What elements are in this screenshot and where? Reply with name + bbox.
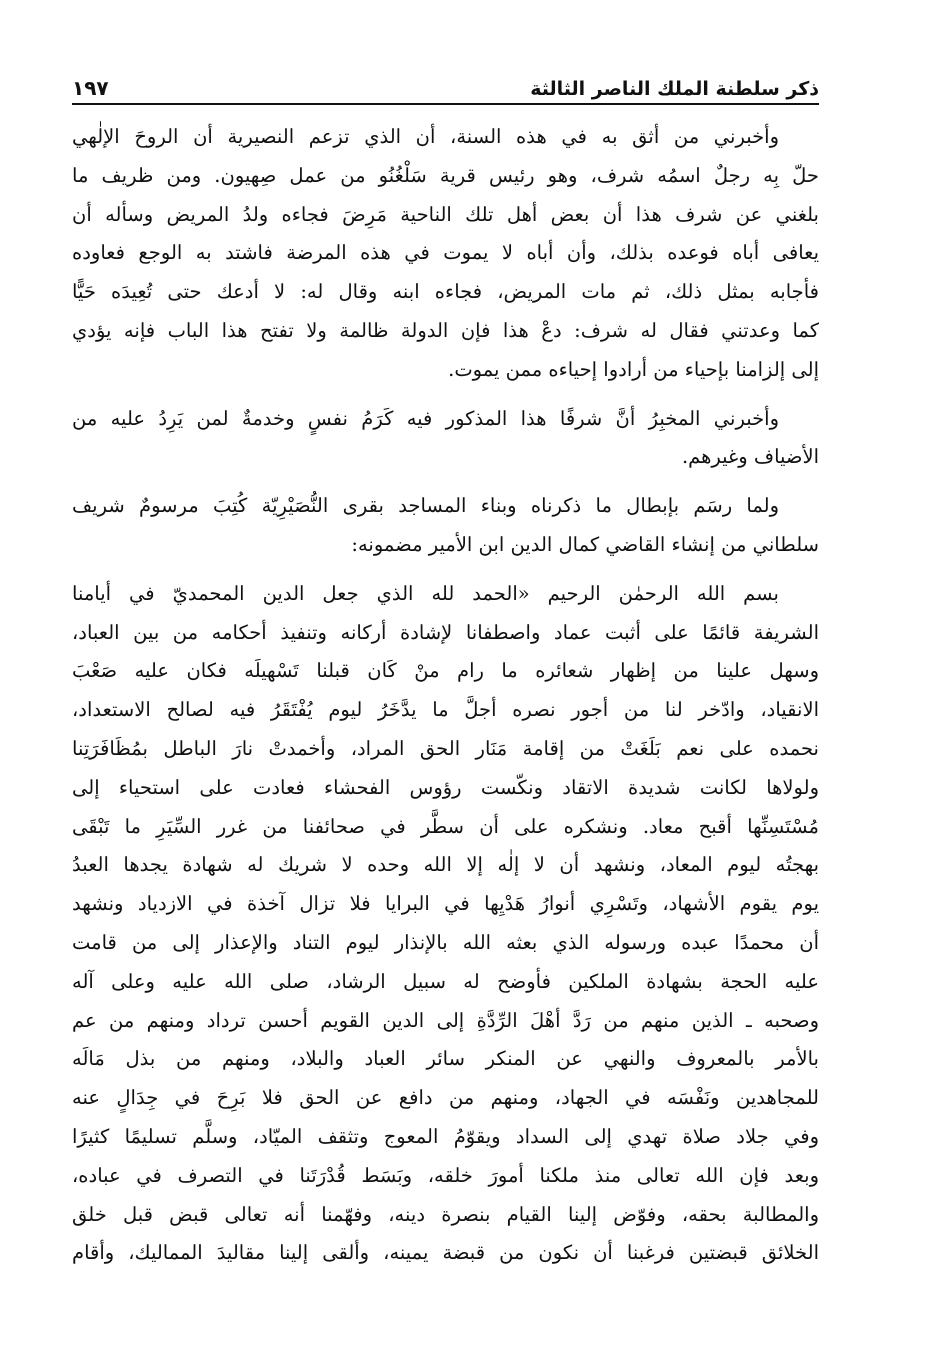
text-line: والمطالبة بحقه، وفوّض إلينا القيام بنصرة دينه، وفهّمنا أنه تعالى قبض قبل خلق (72, 1202, 819, 1226)
text-line: وصحبه ـ الذين منهم من رَدَّ أهْلَ الرِّدَّةِ إلى الدين القويم أحسن ترداد ومنهم من عم (72, 1008, 819, 1032)
text-line: كما وعدتني فقال له شرف: دعْ هذا فإن الدولة ظالمة ولا تفتح هذا الباب فإنه يؤدي (72, 318, 819, 342)
text-line: حلّ بِه رجلٌ اسمُه شرف، وهو رئيس قرية سَلْغُنُو من عمل صِهيون. ومن ظريف ما (72, 163, 819, 187)
text-line: وأخبرني من أثق به في هذه السنة، أن الذي تزعم النصيرية أن الروحَ الإلٰهي (72, 125, 779, 148)
text-line: يوم يقوم الأشهاد، وتَسْرِي أنوارُ هَدْيِها في البرايا فلا تزال آخذة في الازدياد ونشهد (72, 892, 819, 916)
text-line: وسهل علينا من إظهار شعائره ما رام منْ كَان قبلنا تَسْهيلَه فكان عليه صَعْبَ (72, 659, 819, 683)
text-line: إلى إلزامنا بإحياء من أرادوا إحياءه ممن يموت. (448, 357, 819, 381)
page-header (72, 64, 819, 100)
text-line: وبعد فإن الله تعالى منذ ملكنا أمورَ خلقه، وبَسَط قُدْرَتَنا في التصرف في عباده، (72, 1163, 819, 1187)
header-rule (72, 103, 819, 105)
text-line: بسم الله الرحمٰن الرحيم «الحمد لله الذي جعل الدين المحمديّ في أيامنا (72, 581, 779, 605)
text-line: بهجتُه ليوم المعاد، ونشهد أن لا إلٰه إلا الله وحده لا شريك له شهادة يجدها العبدُ (72, 853, 819, 877)
text-line: الخلائق قبضتين فرغبنا أن نكون من قبضة يمينه، وألقى إلينا مقاليدَ المماليك، وأقام (72, 1241, 819, 1265)
paragraph-decree-intro (72, 487, 819, 565)
text-line: يعافى أباه فوعده بذلك، وأن أباه لا يموت في هذه المرضة فاشتد به الوجع فعاوده (72, 241, 819, 265)
paragraph-nusayri-claim (72, 118, 819, 390)
text-line: نحمده على نعم بَلَغَتْ من إقامة مَنَار الحق المراد، وأخمدتْ نارَ الباطل بمُظَافَرَتِنا (72, 736, 819, 760)
text-line: فأجابه بمثل ذلك، ثم مات المريض، فجاءه ابنه وقال له: لا أدعك حتى تُعِيدَه حَيًّا (72, 280, 819, 304)
text-line: الانقياد، وادّخر لنا من أجور نصره أجلَّ ما يدَّخَرُ ليوم يُفْتَقَرُ فيه لصالح الاستعداد، (72, 698, 819, 722)
text-line: مُسْتَسِنِّها أقبح معاد. ونشكره على أن سطَّر في صحائفنا من غرر السِّيَرِ ما تَبْقَى (72, 814, 819, 838)
text-line: الأضياف وغيرهم. (681, 445, 819, 469)
text-line: سلطاني من إنشاء القاضي كمال الدين ابن الأمير مضمونه: (351, 532, 819, 556)
text-line: ولولاها لكانت شديدة الاتقاد ونكّست رؤوس الفحشاء فعادت على استحياء إلى (72, 775, 819, 799)
paragraph-decree-text (72, 575, 819, 1273)
text-line: عليه الحجة بشهادة الملكين فأوضح له سبيل الرشاد، صلى الله عليه وعلى آله (72, 969, 819, 993)
page-number: ١٩٧ (72, 76, 109, 100)
text-line: وفي جلاد صلاة تهدي إلى السداد ويقوّمُ المعوج وتثقف الميّاد، وسلَّم تسليمًا كثيرًا (72, 1124, 819, 1148)
paragraph-sharaf-generosity (72, 400, 819, 478)
text-line: الشريفة قائمًا على أثبت عماد واصطفانا لإشادة أركانه وتنفيذ أحكامه من بين العباد، (72, 620, 819, 644)
running-title: ذكر سلطنة الملك الناصر الثالثة (530, 78, 819, 100)
text-line: أن محمدًا عبده ورسوله الذي بعثه الله بالإنذار ليوم التناد والإعذار إلى من قامت (72, 930, 819, 954)
text-line: بالأمر بالمعروف والنهي عن المنكر سائر العباد والبلاد، ومنهم من بذل مَالَه (72, 1047, 819, 1071)
body-text (72, 118, 819, 1343)
text-line: وأخبرني المخبِرُ أنَّ شرفًا هذا المذكور فيه كَرَمُ نفسٍ وخدمةٌ لمن يَرِدُ عليه من (72, 406, 779, 430)
text-line: ولما رسَم بإبطال ما ذكرناه وبناء المساجد بقرى النُّصَيْرِيّة كُتِبَ مرسومٌ شريف (72, 494, 779, 518)
text-line: للمجاهدين ونَفْسَه في الجهاد، ومنهم من دافع عن الحق فلا بَرِحَ في جِدَالٍ عنه (72, 1086, 819, 1110)
text-line: بلغني عن شرف هذا أن بعض أهل تلك الناحية مَرِضَ فجاءه ولدُ المريض وسأله أن (72, 202, 819, 226)
